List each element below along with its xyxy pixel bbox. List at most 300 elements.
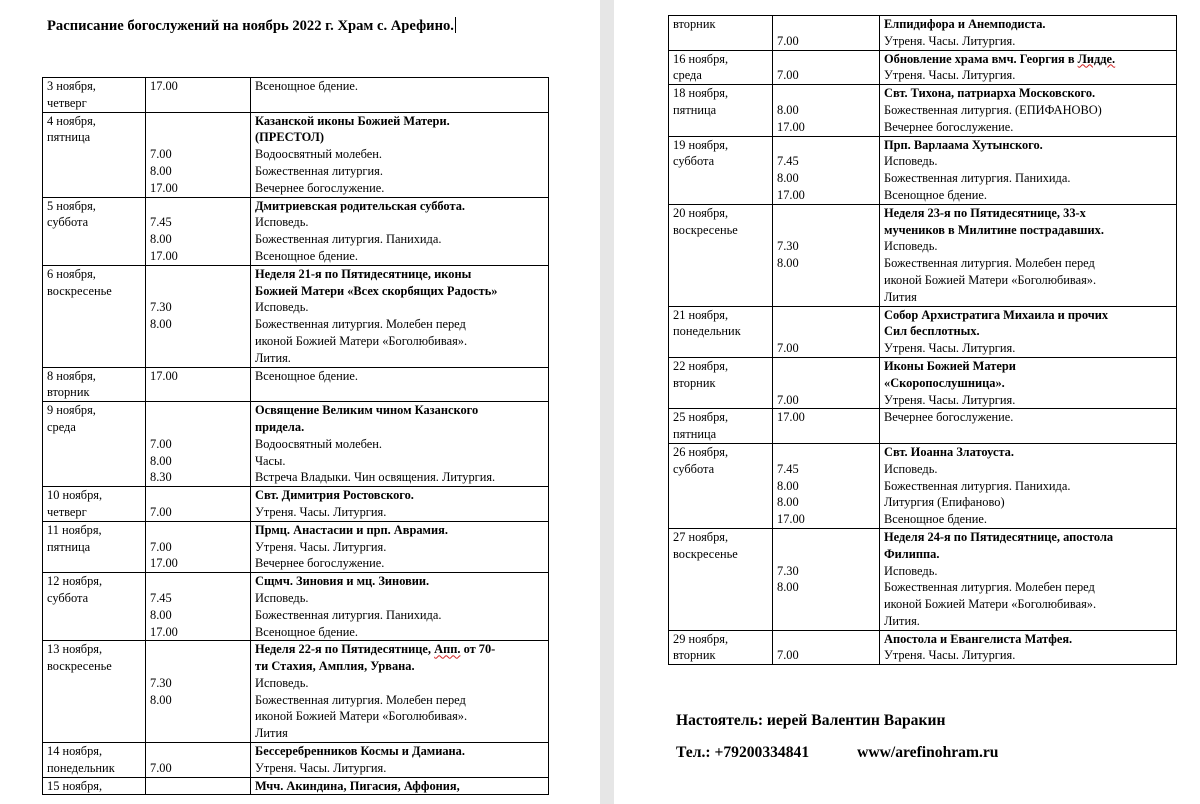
event-cell-line: Исповедь. — [884, 461, 938, 476]
event-cell-line: Всенощное бдение. — [255, 79, 359, 93]
event-cell-line: иконой Божией Матери «Боголюбивая». — [255, 709, 468, 724]
time-cell-line — [777, 307, 879, 324]
date-cell-line: понедельник — [47, 760, 115, 775]
event-cell-line: Божественная литургия. Панихида. — [884, 171, 1071, 186]
event-cell-line: иконой Божией Матери «Боголюбивая». — [884, 597, 1097, 612]
event-cell-line: Утреня. Часы. Литургия. — [884, 341, 1016, 356]
event-cell-line: Лития — [884, 289, 917, 304]
time-cell-line — [777, 358, 879, 375]
schedule-row — [43, 487, 549, 522]
time-cell-line — [150, 350, 250, 367]
empty-line — [673, 170, 772, 187]
time-cell-line: 17.00 — [150, 624, 178, 639]
schedule-row — [669, 204, 1177, 306]
empty-line — [47, 248, 145, 265]
time-cell-line — [150, 129, 250, 146]
time-cell-line — [150, 725, 250, 742]
empty-line — [47, 316, 145, 333]
schedule-row — [669, 16, 1177, 51]
time-cell — [146, 367, 251, 402]
date-cell-line: пятница — [673, 102, 717, 117]
empty-line — [673, 511, 772, 528]
date-cell — [43, 402, 146, 487]
event-cell-line: Прмц. Анастасии и прп. Аврамия. — [255, 522, 448, 537]
time-cell — [146, 743, 251, 778]
date-cell-line: 16 ноября, — [673, 51, 729, 66]
date-cell — [669, 204, 773, 306]
time-cell-line — [150, 487, 250, 504]
time-cell-line: 7.30 — [777, 239, 799, 254]
event-cell — [251, 78, 549, 113]
time-cell-line: 7.00 — [777, 33, 799, 48]
time-cell-line: 8.00 — [150, 163, 172, 178]
empty-line — [673, 579, 772, 596]
date-cell — [669, 528, 773, 630]
empty-line — [47, 299, 145, 316]
date-cell — [43, 197, 146, 265]
schedule-table-left-body — [43, 78, 549, 795]
event-cell-line: Освящение Великим чином Казанского — [255, 403, 479, 418]
event-cell-line: ти Стахия, Амплия, Урвана. — [255, 659, 415, 674]
time-cell-line — [150, 641, 250, 658]
time-cell-line: 7.45 — [777, 461, 799, 476]
phone-text: Тел.: +79200334841 — [676, 744, 810, 761]
date-cell-line: 8 ноября, — [47, 368, 96, 383]
event-cell-line: Вечернее богослужение. — [255, 556, 385, 571]
empty-line — [884, 426, 1176, 443]
time-cell-line — [150, 283, 250, 300]
event-cell-line: Утреня. Часы. Литургия. — [884, 648, 1016, 663]
schedule-row — [669, 443, 1177, 528]
event-cell-line: Божественная литургия. Молебен перед — [884, 580, 1095, 595]
event-cell-line: мучеников в Милитине пострадавших. — [884, 222, 1104, 237]
event-cell — [251, 197, 549, 265]
empty-line — [47, 453, 145, 470]
time-cell-line: 17.00 — [777, 119, 805, 134]
time-cell-line — [150, 419, 250, 436]
time-cell-line: 17.00 — [150, 180, 178, 195]
event-cell-line: Неделя 22-я по Пятидесятнице, Апп. от 70- — [255, 642, 496, 657]
event-cell-line: Сил бесплотных. — [884, 324, 980, 339]
date-cell-line — [673, 33, 772, 50]
event-cell-line: Божественная литургия. Молебен перед — [255, 692, 466, 707]
time-cell-line — [777, 222, 879, 239]
time-cell-line: 8.00 — [777, 171, 799, 186]
date-cell — [43, 521, 146, 572]
event-cell-line: Неделя 21-я по Пятидесятнице, иконы — [255, 266, 472, 281]
spellcheck-mark: Лидде. — [1077, 51, 1116, 66]
schedule-table-right — [668, 15, 1177, 665]
time-cell-line: 8.00 — [777, 580, 799, 595]
time-cell-line — [150, 333, 250, 350]
date-cell-line: вторник — [673, 375, 716, 390]
event-cell-line: (ПРЕСТОЛ) — [255, 130, 325, 145]
date-cell-line: вторник — [673, 648, 716, 663]
rector-line: Настоятель: иерей Валентин Варакин — [676, 712, 946, 729]
event-cell — [251, 265, 549, 367]
date-cell-line: 15 ноября, — [47, 778, 103, 793]
time-cell — [773, 16, 880, 51]
time-cell-line: 8.00 — [150, 232, 172, 247]
event-cell-line: Лития — [255, 726, 288, 741]
event-cell-line: Утреня. Часы. Литургия. — [255, 760, 387, 775]
date-cell — [43, 573, 146, 641]
time-cell — [773, 528, 880, 630]
event-cell — [880, 85, 1177, 136]
date-cell-line: суббота — [47, 590, 89, 605]
event-cell-line: Божественная литургия. Молебен перед — [255, 317, 466, 332]
schedule-table-left — [42, 77, 549, 795]
time-cell — [773, 204, 880, 306]
empty-line — [47, 675, 145, 692]
time-cell — [146, 641, 251, 743]
event-cell-line: Водоосвятный молебен. — [255, 147, 383, 162]
empty-line — [47, 555, 145, 572]
time-cell — [146, 112, 251, 197]
event-cell-line: Обновление храма вмч. Георгия в Лидде. — [884, 51, 1116, 66]
time-cell-line: 7.45 — [150, 215, 172, 230]
empty-line — [673, 478, 772, 495]
date-cell-line: суббота — [673, 154, 715, 169]
time-cell-line — [777, 444, 879, 461]
date-cell-line: четверг — [47, 95, 87, 110]
event-cell-line: Прп. Варлаама Хутынского. — [884, 137, 1043, 152]
event-cell-line: Исповедь. — [255, 590, 309, 605]
date-cell — [669, 409, 773, 444]
schedule-table-right-body — [669, 16, 1177, 665]
date-cell-line: суббота — [673, 461, 715, 476]
schedule-row — [43, 78, 549, 113]
event-cell-line: Утреня. Часы. Литургия. — [884, 33, 1016, 48]
time-cell — [146, 521, 251, 572]
event-cell-line: Божественная литургия. — [255, 163, 383, 178]
empty-line — [47, 469, 145, 486]
time-cell-line: 8.00 — [777, 495, 799, 510]
schedule-row — [43, 112, 549, 197]
time-cell-line — [777, 289, 879, 306]
time-cell-line — [150, 198, 250, 215]
time-cell — [773, 306, 880, 357]
empty-line — [150, 95, 250, 112]
spellcheck-mark: Апп. — [434, 642, 461, 657]
event-cell-line: Филиппа. — [884, 546, 940, 561]
time-cell — [773, 409, 880, 444]
event-cell-line: Неделя 23-я по Пятидесятнице, 33-х — [884, 205, 1086, 220]
empty-line — [673, 596, 772, 613]
time-cell-line — [777, 529, 879, 546]
date-cell-line: пятница — [47, 130, 91, 145]
time-cell-line: 8.00 — [150, 317, 172, 332]
date-cell-line: четверг — [47, 504, 87, 519]
date-cell-line: 10 ноября, — [47, 488, 103, 503]
time-cell-line: 17.00 — [150, 556, 178, 571]
empty-line — [673, 613, 772, 630]
schedule-row — [669, 357, 1177, 408]
date-cell-line: 11 ноября, — [47, 522, 102, 537]
time-cell-line: 8.30 — [150, 470, 172, 485]
event-cell — [880, 16, 1177, 51]
date-cell-line: 22 ноября, — [673, 358, 729, 373]
event-cell — [251, 112, 549, 197]
schedule-row — [43, 573, 549, 641]
empty-line — [47, 624, 145, 641]
event-cell-line: Исповедь. — [255, 215, 309, 230]
time-cell-line — [777, 205, 879, 222]
time-cell-line: 17.00 — [150, 248, 178, 263]
empty-line — [47, 708, 145, 725]
empty-line — [673, 272, 772, 289]
date-cell-line: 26 ноября, — [673, 444, 729, 459]
date-cell-line: среда — [47, 419, 76, 434]
date-cell — [669, 443, 773, 528]
time-cell-line: 17.00 — [150, 368, 178, 383]
empty-line — [673, 494, 772, 511]
time-cell-line: 8.00 — [777, 256, 799, 271]
time-cell-line: 7.00 — [777, 648, 799, 663]
time-cell — [773, 630, 880, 665]
event-cell-line: Всенощное бдение. — [255, 368, 359, 383]
date-cell — [43, 78, 146, 113]
event-cell — [251, 641, 549, 743]
empty-line — [47, 692, 145, 709]
schedule-row — [43, 402, 549, 487]
event-cell-line: Водоосвятный молебен. — [255, 436, 383, 451]
event-cell-line: Утреня. Часы. Литургия. — [884, 68, 1016, 83]
event-cell-line: Собор Архистратига Михаила и прочих — [884, 307, 1109, 322]
event-cell — [880, 630, 1177, 665]
event-cell-line: Вечернее богослужение. — [884, 410, 1014, 425]
date-cell — [43, 743, 146, 778]
event-cell-line: Мчч. Акиндина, Пигасия, Аффония, — [255, 778, 460, 793]
time-cell — [146, 487, 251, 522]
website-text: www/arefinohram.ru — [857, 744, 999, 761]
date-cell — [669, 50, 773, 85]
empty-line — [673, 238, 772, 255]
event-cell-line: иконой Божией Матери «Боголюбивая». — [255, 333, 468, 348]
time-cell-line: 8.00 — [150, 607, 172, 622]
time-cell-line: 7.00 — [777, 392, 799, 407]
date-cell-line: 13 ноября, — [47, 642, 103, 657]
time-cell-line — [777, 85, 879, 102]
event-cell — [251, 777, 549, 795]
time-cell — [146, 777, 251, 795]
contacts-line — [676, 744, 998, 762]
time-cell-line — [150, 402, 250, 419]
time-cell-line: 7.45 — [777, 154, 799, 169]
schedule-row — [43, 743, 549, 778]
schedule-row — [669, 630, 1177, 665]
event-cell-line: придела. — [255, 419, 305, 434]
empty-line — [47, 146, 145, 163]
time-cell-line: 8.00 — [777, 478, 799, 493]
event-cell — [251, 573, 549, 641]
event-cell — [880, 136, 1177, 204]
empty-line — [255, 95, 548, 112]
event-cell — [251, 743, 549, 778]
date-cell-line: воскресенье — [47, 659, 112, 674]
event-cell-line: Лития. — [884, 613, 920, 628]
time-cell — [146, 573, 251, 641]
event-cell — [880, 306, 1177, 357]
time-cell — [146, 197, 251, 265]
time-cell-line: 7.00 — [150, 436, 172, 451]
empty-line — [47, 163, 145, 180]
event-cell — [251, 402, 549, 487]
time-cell — [146, 402, 251, 487]
time-cell-line — [777, 137, 879, 154]
empty-line — [47, 231, 145, 248]
event-cell-line: Свт. Иоанна Златоуста. — [884, 444, 1014, 459]
date-cell-line: 18 ноября, — [673, 86, 729, 101]
event-cell — [880, 443, 1177, 528]
empty-line — [673, 187, 772, 204]
document-title-text: Расписание богослужений на ноябрь 2022 г. Храм с. Арефино. — [47, 18, 454, 34]
time-cell-line — [777, 375, 879, 392]
empty-line — [673, 119, 772, 136]
schedule-row — [43, 777, 549, 795]
time-cell-line — [777, 323, 879, 340]
event-cell-line: Неделя 24-я по Пятидесятнице, апостола — [884, 529, 1114, 544]
date-cell-line: воскресенье — [673, 546, 738, 561]
date-cell-line: воскресенье — [673, 222, 738, 237]
schedule-row — [43, 265, 549, 367]
time-cell-line: 17.00 — [777, 512, 805, 527]
event-cell-line: Божественная литургия. Панихида. — [884, 478, 1071, 493]
date-cell — [43, 777, 146, 795]
schedule-row — [669, 306, 1177, 357]
date-cell-line: 27 ноября, — [673, 529, 729, 544]
empty-line — [47, 725, 145, 742]
time-cell — [146, 265, 251, 367]
event-cell-line: «Скоропослушница». — [884, 375, 1005, 390]
time-cell — [773, 50, 880, 85]
time-cell-line — [150, 266, 250, 283]
date-cell-line: 20 ноября, — [673, 205, 729, 220]
date-cell — [669, 306, 773, 357]
schedule-row — [669, 85, 1177, 136]
event-cell-line: Часы. — [255, 453, 286, 468]
date-cell — [669, 85, 773, 136]
date-cell-line: пятница — [673, 427, 717, 442]
date-cell-line: 14 ноября, — [47, 744, 103, 759]
date-cell-line: 25 ноября, — [673, 410, 729, 425]
event-cell — [880, 528, 1177, 630]
empty-line — [47, 180, 145, 197]
time-cell-line: 7.30 — [777, 563, 799, 578]
time-cell — [773, 85, 880, 136]
date-cell-line: 9 ноября, — [47, 403, 96, 418]
time-cell-line: 7.30 — [150, 300, 172, 315]
time-cell-line — [150, 522, 250, 539]
date-cell — [669, 630, 773, 665]
event-cell-line: Бессеребренников Космы и Дамиана. — [255, 744, 465, 759]
empty-line — [673, 340, 772, 357]
event-cell — [880, 357, 1177, 408]
time-cell-line — [777, 596, 879, 613]
time-cell-line: 8.00 — [150, 692, 172, 707]
time-cell — [773, 136, 880, 204]
schedule-row — [669, 136, 1177, 204]
date-cell-line: суббота — [47, 215, 89, 230]
date-cell — [669, 357, 773, 408]
time-cell-line — [777, 613, 879, 630]
event-cell-line: Утреня. Часы. Литургия. — [884, 392, 1016, 407]
event-cell-line: Исповедь. — [884, 239, 938, 254]
event-cell-line: Дмитриевская родительская суббота. — [255, 198, 465, 213]
event-cell-line: Божественная литургия. (ЕПИФАНОВО) — [884, 102, 1102, 117]
event-cell-line: Божией Матери «Всех скорбящих Радость» — [255, 283, 498, 298]
time-cell-line — [777, 272, 879, 289]
time-cell-line — [150, 658, 250, 675]
event-cell-line: Исповедь. — [884, 154, 938, 169]
schedule-row — [43, 367, 549, 402]
date-cell-line: 19 ноября, — [673, 137, 729, 152]
event-cell-line: Утреня. Часы. Литургия. — [255, 504, 387, 519]
empty-line — [47, 607, 145, 624]
time-cell-line — [777, 51, 879, 68]
empty-line — [673, 563, 772, 580]
date-cell-line: вторник — [47, 385, 90, 400]
time-cell-line — [777, 631, 879, 648]
event-cell-line: Всенощное бдение. — [255, 248, 359, 263]
event-cell — [880, 50, 1177, 85]
event-cell-line: Свт. Димитрия Ростовского. — [255, 488, 414, 503]
time-cell-line: 17.00 — [777, 410, 805, 425]
empty-line — [150, 384, 250, 401]
date-cell-line: среда — [673, 68, 702, 83]
time-cell-line: 7.00 — [150, 147, 172, 162]
date-cell-line: 5 ноября, — [47, 198, 96, 213]
event-cell-line: Литургия (Епифаново) — [884, 495, 1005, 510]
event-cell-line: Сщмч. Зиновия и мц. Зиновии. — [255, 574, 430, 589]
empty-line — [47, 350, 145, 367]
event-cell-line: Казанской иконы Божией Матери. — [255, 113, 450, 128]
event-cell-line: Утреня. Часы. Литургия. — [255, 539, 387, 554]
date-cell — [43, 487, 146, 522]
time-cell-line: 7.45 — [150, 590, 172, 605]
time-cell — [146, 78, 251, 113]
date-cell-line: 6 ноября, — [47, 266, 96, 281]
event-cell — [880, 204, 1177, 306]
event-cell-line: Всенощное бдение. — [884, 512, 988, 527]
time-cell-line — [150, 743, 250, 760]
date-cell-line: вторник — [673, 17, 716, 31]
event-cell-line: Вечернее богослужение. — [884, 119, 1014, 134]
date-cell-line: пятница — [47, 539, 91, 554]
event-cell-line: Лития. — [255, 350, 291, 365]
event-cell-line: Исповедь. — [255, 675, 309, 690]
event-cell — [880, 409, 1177, 444]
event-cell-line: Исповедь. — [884, 563, 938, 578]
empty-line — [673, 255, 772, 272]
time-cell-line — [777, 16, 879, 33]
event-cell — [251, 487, 549, 522]
event-cell-line: Встреча Владыки. Чин освящения. Литургия. — [255, 470, 496, 485]
date-cell — [43, 265, 146, 367]
time-cell-line: 7.30 — [150, 675, 172, 690]
schedule-row — [43, 641, 549, 743]
time-cell — [773, 443, 880, 528]
time-cell-line: 17.00 — [150, 79, 178, 93]
time-cell-line: 8.00 — [777, 102, 799, 117]
schedule-row — [669, 409, 1177, 444]
time-cell-line: 7.00 — [777, 68, 799, 83]
time-cell-line — [150, 573, 250, 590]
time-cell-line: 7.00 — [777, 341, 799, 356]
time-cell — [773, 357, 880, 408]
event-cell-line: Свт. Тихона, патриарха Московского. — [884, 86, 1096, 101]
time-cell-line — [150, 113, 250, 130]
